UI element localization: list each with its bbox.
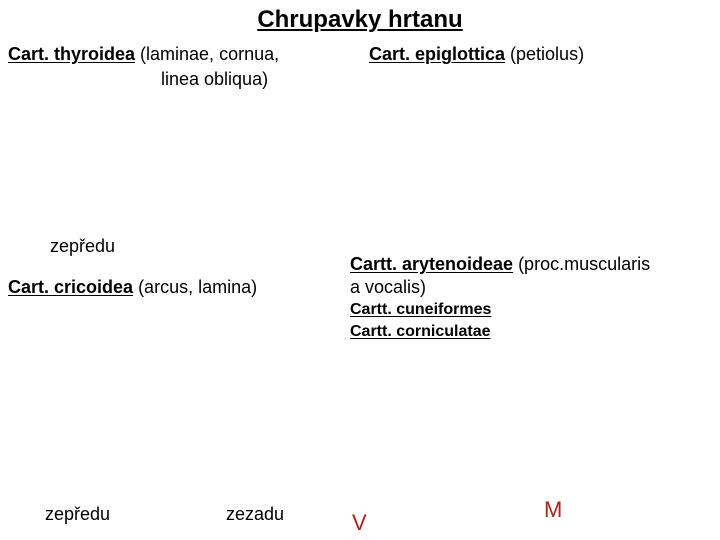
thyroidea-heading (8, 43, 279, 65)
cricoidea-desc: (arcus, lamina) (133, 277, 258, 297)
arytenoideae-desc-line2: a vocalis) (350, 277, 427, 297)
cricoidea-name: Cart. cricoidea (8, 277, 134, 297)
arytenoideae-heading (350, 253, 650, 275)
epiglottica-name: Cart. epiglottica (369, 44, 506, 64)
arytenoideae-name: Cartt. arytenoideae (350, 254, 514, 274)
thyroidea-desc-line2: linea obliqua) (161, 69, 269, 89)
corniculatae-label: Cartt. corniculatae (350, 323, 491, 340)
zepredu-label-lower: zepředu (45, 504, 111, 524)
epiglottica-desc: (petiolus) (505, 44, 585, 64)
page-title: Chrupavky hrtanu (257, 6, 463, 33)
zepredu-label-upper: zepředu (50, 236, 116, 256)
thyroidea-name: Cart. thyroidea (8, 44, 136, 64)
arytenoideae-desc-line1: (proc.muscularis (513, 254, 651, 274)
cuneiformes-label: Cartt. cuneiformes (350, 301, 492, 318)
zezadu-label: zezadu (226, 504, 285, 524)
cricoidea-heading (8, 276, 257, 298)
thyroidea-desc-line1: (laminae, cornua, (135, 44, 280, 64)
marker-v: V (352, 510, 367, 535)
marker-m: M (544, 497, 563, 522)
epiglottica-heading (369, 43, 584, 65)
